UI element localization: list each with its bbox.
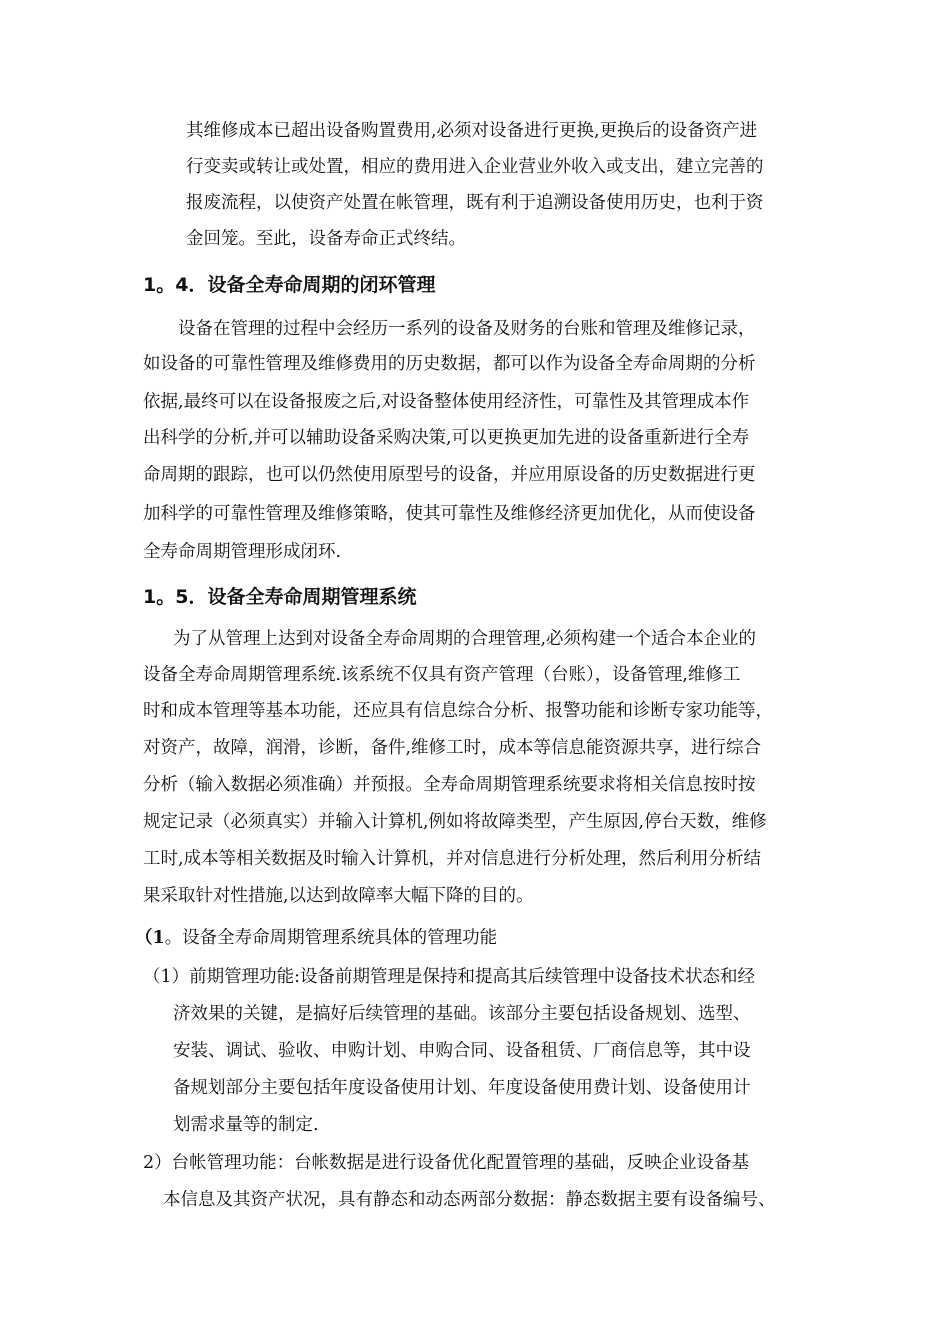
section-heading: 1。5．设备全寿命周期管理系统 (143, 586, 417, 608)
list-item-line: 安装、调试、验收、申购计划、申购合同、设备租赁、厂商信息等，其中设 (173, 1041, 751, 1061)
intro-line: 金回笼。至此，设备寿命正式终结。 (186, 229, 466, 249)
paragraph-line: 全寿命周期管理形成闭环. (143, 542, 342, 562)
paragraph-line: 如设备的可靠性管理及维修费用的历史数据，都可以作为设备全寿命周期的分析 (143, 354, 756, 374)
list-item-line: 备规划部分主要包括年度设备使用计划、年度设备使用费计划、设备使用计 (173, 1078, 751, 1098)
paragraph-line: 时和成本管理等基本功能，还应具有信息综合分析、报警功能和诊断专家功能等， (143, 701, 773, 721)
paragraph-line: 果采取针对性措施,以达到故障率大幅下降的目的。 (143, 886, 534, 906)
paragraph-line: 依据,最终可以在设备报废之后,对设备整体使用经济性，可靠性及其管理成本作 (143, 392, 750, 412)
intro-line: 行变卖或转让或处置，相应的费用进入企业营业外收入或支出，建立完善的 (186, 157, 764, 177)
list-item-line: （1）前期管理功能:设备前期管理是保持和提高其后续管理中设备技术状态和经 (143, 967, 756, 987)
paragraph-line: 工时,成本等相关数据及时输入计算机，并对信息进行分析处理，然后利用分析结 (143, 849, 762, 869)
paragraph-line: 加科学的可靠性管理及维修策略，使其可靠性及维修经济更加优化，从而使设备 (143, 504, 756, 524)
intro-line: 其维修成本已超出设备购置费用,必须对设备进行更换,更换后的设备资产进 (186, 121, 758, 141)
paragraph-line: 对资产，故障，润滑，诊断，备件,维修工时，成本等信息能资源共享，进行综合 (143, 738, 762, 758)
list-item-line: 划需求量等的制定. (173, 1115, 319, 1135)
subsection-title: 。设备全寿命周期管理系统具体的管理功能 (164, 928, 498, 948)
paragraph-line: 为了从管理上达到对设备全寿命周期的合理管理,必须构建一个适合本企业的 (173, 629, 757, 649)
subsection-number: （1 (135, 928, 165, 948)
list-item-line: 济效果的关键，是搞好后续管理的基础。该部分主要包括设备规划、选型、 (173, 1004, 751, 1024)
paragraph-line: 分析（输入数据必须准确）并预报。全寿命周期管理系统要求将相关信息按时按 (143, 775, 756, 795)
paragraph-line: 规定记录（必须真实）并输入计算机,例如将故障类型，产生原因,停台天数，维修 (143, 812, 767, 832)
intro-line: 报废流程，以使资产处置在帐管理，既有利于追溯设备使用历史，也利于资 (186, 193, 764, 213)
paragraph-line: 设备全寿命周期管理系统.该系统不仅具有资产管理（台账），设备管理,维修工 (143, 665, 741, 685)
paragraph-line: 命周期的跟踪，也可以仍然使用原型号的设备，并应用原设备的历史数据进行更 (143, 465, 756, 485)
list-item-line: 本信息及其资产状况，具有静态和动态两部分数据：静态数据主要有设备编号、 (163, 1190, 776, 1210)
section-heading: 1。4．设备全寿命周期的闭环管理 (143, 274, 436, 296)
subsection-heading (135, 927, 497, 949)
paragraph-line: 设备在管理的过程中会经历一系列的设备及财务的台账和管理及维修记录， (178, 319, 756, 339)
paragraph-line: 出科学的分析,并可以辅助设备采购决策,可以更换更加先进的设备重新进行全寿 (143, 428, 750, 448)
list-item-line: 2）台帐管理功能：台帐数据是进行设备优化配置管理的基础，反映企业设备基 (143, 1153, 750, 1173)
